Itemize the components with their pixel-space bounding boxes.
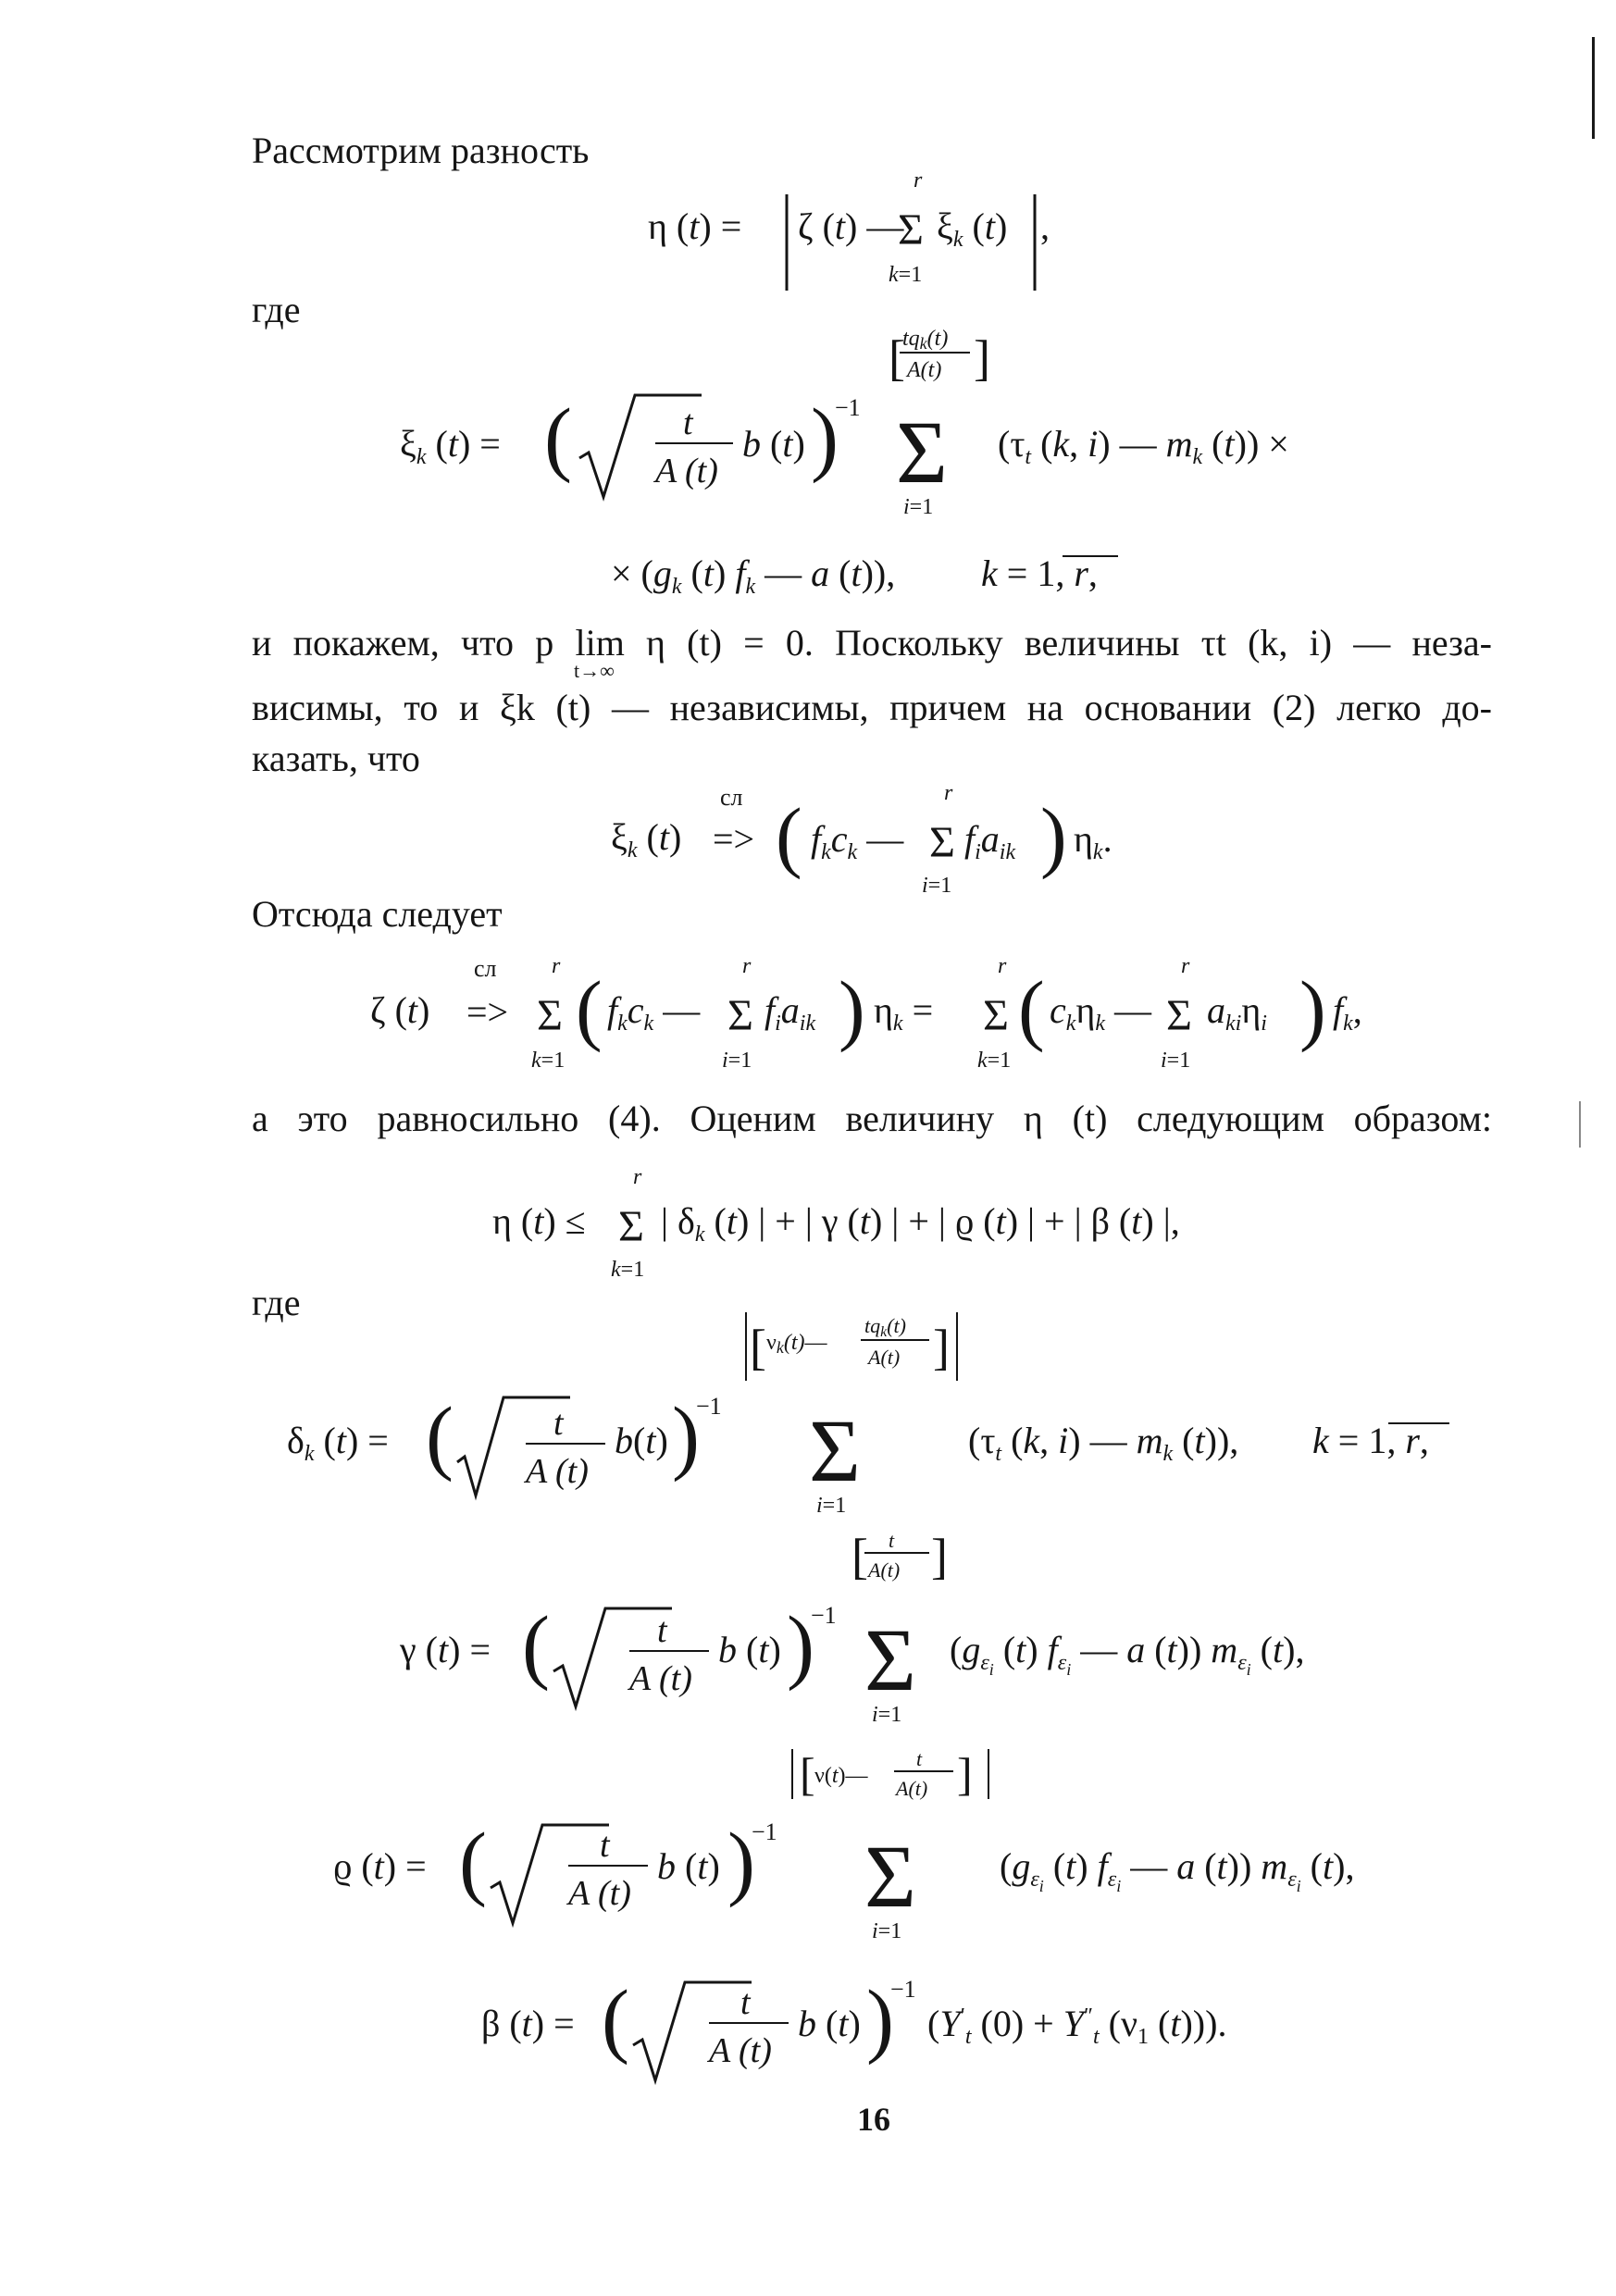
svg-text:(: ( xyxy=(1018,964,1045,1053)
svg-text:A(t): A(t) xyxy=(896,1777,928,1800)
svg-text:ξk (t): $\xi_k$ (t) xyxy=(937,205,1008,252)
svg-text:): ) xyxy=(866,1974,894,2066)
svg-text:ζ (t) —: ζ (t) — xyxy=(798,205,904,247)
svg-text:b (t): b (t) xyxy=(798,2003,861,2044)
svg-text:−1: −1 xyxy=(890,1976,916,2003)
svg-text:r: r xyxy=(944,781,953,805)
svg-text:(τt (k, i) — mk (t)) ×: ($\tau_t$ (k, i) — $m_k$ (t)) × xyxy=(998,423,1289,469)
svg-text:ckηk —: $c_k\eta_k$ — xyxy=(1050,989,1151,1036)
equation-gamma-def xyxy=(0,1525,1616,1729)
svg-text:i=1: i=1 xyxy=(903,495,934,519)
svg-text:b (t): b (t) xyxy=(718,1629,781,1670)
svg-text:−1: −1 xyxy=(696,1393,722,1420)
equation-beta-def xyxy=(0,1953,1616,2082)
svg-text:сл: сл xyxy=(720,784,743,811)
svg-text:(: ( xyxy=(459,1817,487,1908)
svg-text:Σ: Σ xyxy=(809,1401,861,1500)
svg-text:Σ: Σ xyxy=(983,991,1009,1040)
svg-text:γ (t) =: γ (t) = xyxy=(400,1629,491,1670)
plim-subscript: t→∞ xyxy=(574,659,615,682)
where-text-2: где xyxy=(252,1282,301,1323)
svg-text:): ) xyxy=(1040,791,1067,880)
hence-text: Отсюда следует xyxy=(252,893,503,935)
svg-text:i=1: i=1 xyxy=(872,1703,902,1727)
svg-text:t: t xyxy=(889,1529,895,1552)
svg-text:ηk =: $\eta_k$ = xyxy=(874,989,934,1036)
svg-text:(: ( xyxy=(776,791,802,880)
svg-text:η (t) ≤: η (t) ≤ xyxy=(492,1200,586,1242)
svg-text:): ) xyxy=(811,392,839,484)
svg-text:δk (t) =: $\delta_k$ (t) = xyxy=(287,1420,389,1466)
svg-text:−1: −1 xyxy=(752,1818,777,1845)
svg-text:b(t): b(t) xyxy=(615,1420,668,1461)
equation-xi-conv xyxy=(0,777,1616,907)
svg-text:× (gk (t) fk — a (t)),: × ($g_k$ (t) $f_k$ — a (t)), xyxy=(611,552,896,599)
svg-text:k = 1, r,: k = 1, r, xyxy=(981,552,1098,594)
svg-text:ν(t)—: ν(t)— xyxy=(814,1764,868,1788)
equation-delta-def xyxy=(0,1305,1616,1518)
svg-text:fiaik: $f_ia_{ik}$ xyxy=(764,989,816,1036)
svg-text:ηk.: $\eta_k$. xyxy=(1074,818,1113,864)
svg-text:(: ( xyxy=(522,1600,550,1692)
svg-text:r: r xyxy=(998,954,1007,978)
svg-text:(: ( xyxy=(544,392,572,484)
svg-text:r: r xyxy=(552,954,561,978)
svg-text:[: [ xyxy=(889,330,905,386)
svg-text:Σ: Σ xyxy=(864,1610,916,1709)
svg-text:(Y′t (0) + Y″t (ν1 (t))).: ($Y'_t$ $(0) + Y''_t$ ($\nu_1$ (t))). xyxy=(927,2003,1227,2049)
svg-text:νk(t)—: νk(t)— xyxy=(766,1331,827,1357)
svg-text:r: r xyxy=(633,1165,642,1189)
svg-text:k=1: k=1 xyxy=(611,1258,645,1282)
svg-text:−1: −1 xyxy=(811,1602,837,1629)
svg-text:]: ] xyxy=(933,1320,950,1375)
scan-edge-mark xyxy=(1592,37,1595,139)
equation-eta-def xyxy=(0,167,1616,296)
svg-text:k=1: k=1 xyxy=(977,1049,1012,1073)
intro-text: Рассмотрим разность xyxy=(252,130,590,171)
svg-text:b (t): b (t) xyxy=(657,1845,720,1887)
equation-zeta-conv xyxy=(0,949,1616,1083)
svg-text:]: ] xyxy=(974,330,990,386)
svg-text:A (t): A (t) xyxy=(526,1452,589,1491)
svg-text:fiaik: $f_ia_{ik}$ xyxy=(964,818,1016,864)
svg-text:t: t xyxy=(683,403,693,442)
svg-text:i=1: i=1 xyxy=(722,1049,752,1073)
svg-text:[: [ xyxy=(800,1748,815,1800)
svg-text:fkck —: $f_kc_k$ — xyxy=(607,989,701,1036)
svg-text:t: t xyxy=(600,1826,610,1865)
svg-text:A (t): A (t) xyxy=(709,2031,772,2070)
svg-text:t: t xyxy=(740,1983,751,2022)
equation-rho-def xyxy=(0,1742,1616,1950)
svg-text:| δk (t) | + | γ (t) | + | ϱ (: | $\delta_k$ (t) | + | γ (t) | + | ϱ (t) | + | β (t) |, xyxy=(661,1200,1180,1247)
svg-text:(τt (k, i) — mk (t)),: ($\tau_t$ (k, i) — $m_k$ (t)), xyxy=(968,1420,1239,1466)
svg-text:η (t) =: η (t) = xyxy=(648,205,742,247)
svg-text:tqk(t): tqk(t) xyxy=(902,327,949,353)
equation-xi-def-cont xyxy=(0,541,1616,606)
svg-text:−1: −1 xyxy=(835,394,861,421)
svg-text:fk,: $f_k$, xyxy=(1333,989,1362,1036)
svg-text:): ) xyxy=(839,964,865,1053)
svg-text:): ) xyxy=(672,1391,700,1483)
svg-text:=>: => xyxy=(713,818,755,860)
svg-text:Σ: Σ xyxy=(537,991,563,1040)
svg-text:akiηi: $a_{ki}\eta_i$ xyxy=(1207,989,1267,1036)
equation-eta-bound xyxy=(0,1161,1616,1282)
svg-text:A (t): A (t) xyxy=(629,1659,692,1698)
svg-text:Σ: Σ xyxy=(896,403,948,502)
svg-text:ξk (t): $\xi_k$ (t) xyxy=(611,816,682,863)
svg-text:A(t): A(t) xyxy=(868,1346,901,1369)
svg-text:r: r xyxy=(914,168,923,192)
scan-edge-mark-2 xyxy=(1579,1101,1581,1148)
svg-text:): ) xyxy=(727,1817,755,1908)
equation-xi-def xyxy=(0,319,1616,527)
svg-text:k=1: k=1 xyxy=(531,1049,566,1073)
svg-text:Σ: Σ xyxy=(618,1202,644,1251)
svg-text:β (t) =: β (t) = xyxy=(481,2003,575,2044)
svg-text:r: r xyxy=(1181,954,1190,978)
page-number: 16 xyxy=(857,2101,890,2138)
svg-text:): ) xyxy=(787,1600,814,1692)
where-text-1: где xyxy=(252,289,301,330)
svg-text:t: t xyxy=(657,1611,667,1650)
svg-text:,: , xyxy=(1040,205,1050,247)
svg-text:(: ( xyxy=(426,1391,454,1483)
svg-text:i=1: i=1 xyxy=(816,1494,847,1518)
svg-text:b (t): b (t) xyxy=(742,423,805,465)
svg-text:[: [ xyxy=(852,1529,868,1584)
paragraph-line-2: висимы, то и ξk (t) — независимы, причем на основании (2) легко до- xyxy=(252,687,1492,728)
equivalence-text: а это равносильно (4). Оценим величину η (t) следующим образом: xyxy=(252,1098,1492,1139)
svg-text:]: ] xyxy=(957,1748,973,1800)
svg-text:Σ: Σ xyxy=(727,991,753,1040)
svg-text:fkck —: $f_kc_k$ — xyxy=(811,818,904,864)
svg-text:(gεi (t) fεi — a (t)) mεi (t),: ($g_\varepsilon i$ (t) $f_\varepsilon i$ — a (t)) $m_\varepsilon i$ (t), xyxy=(1000,1845,1355,1895)
svg-text:A (t): A (t) xyxy=(568,1874,631,1913)
paragraph-line-3: казать, что xyxy=(252,738,420,779)
svg-text:ξk (t) =: $\xi_k$ (t) = xyxy=(400,423,501,469)
svg-text:[: [ xyxy=(750,1320,766,1375)
svg-text:ζ (t): ζ (t) xyxy=(370,989,430,1031)
paragraph-line-1: и покажем, что p lim η (t) = 0. Поскольку величины τt (k, i) — неза- xyxy=(252,622,1492,664)
svg-text:r: r xyxy=(742,954,752,978)
svg-text:t: t xyxy=(553,1404,564,1443)
svg-text:k=1: k=1 xyxy=(889,263,923,287)
svg-text:(: ( xyxy=(602,1974,629,2066)
svg-text:t: t xyxy=(916,1747,923,1770)
svg-text:]: ] xyxy=(931,1529,948,1584)
svg-text:A(t): A(t) xyxy=(907,358,942,382)
svg-text:Σ: Σ xyxy=(1166,991,1192,1040)
svg-text:k = 1, r,: k = 1, r, xyxy=(1312,1420,1429,1461)
svg-text:Σ: Σ xyxy=(898,205,924,254)
svg-text:): ) xyxy=(1299,964,1326,1053)
svg-text:A(t): A(t) xyxy=(868,1558,901,1582)
svg-text:i=1: i=1 xyxy=(1161,1049,1191,1073)
svg-text:A (t): A (t) xyxy=(655,452,718,490)
svg-text:Σ: Σ xyxy=(864,1827,916,1926)
svg-text:i=1: i=1 xyxy=(922,874,952,898)
svg-text:=>: => xyxy=(466,991,509,1033)
svg-text:сл: сл xyxy=(474,955,497,982)
svg-text:Σ: Σ xyxy=(929,818,955,867)
svg-text:tqk(t): tqk(t) xyxy=(864,1314,906,1340)
svg-text:i=1: i=1 xyxy=(872,1919,902,1943)
svg-text:(: ( xyxy=(576,964,603,1053)
svg-text:ϱ (t) =: ϱ (t) = xyxy=(333,1845,427,1887)
svg-text:(gεi (t) fεi — a (t)) mεi (t),: ($g_\varepsilon i$ (t) $f_\varepsilon i$ — a (t)) $m_\varepsilon i$ (t), xyxy=(950,1629,1305,1679)
